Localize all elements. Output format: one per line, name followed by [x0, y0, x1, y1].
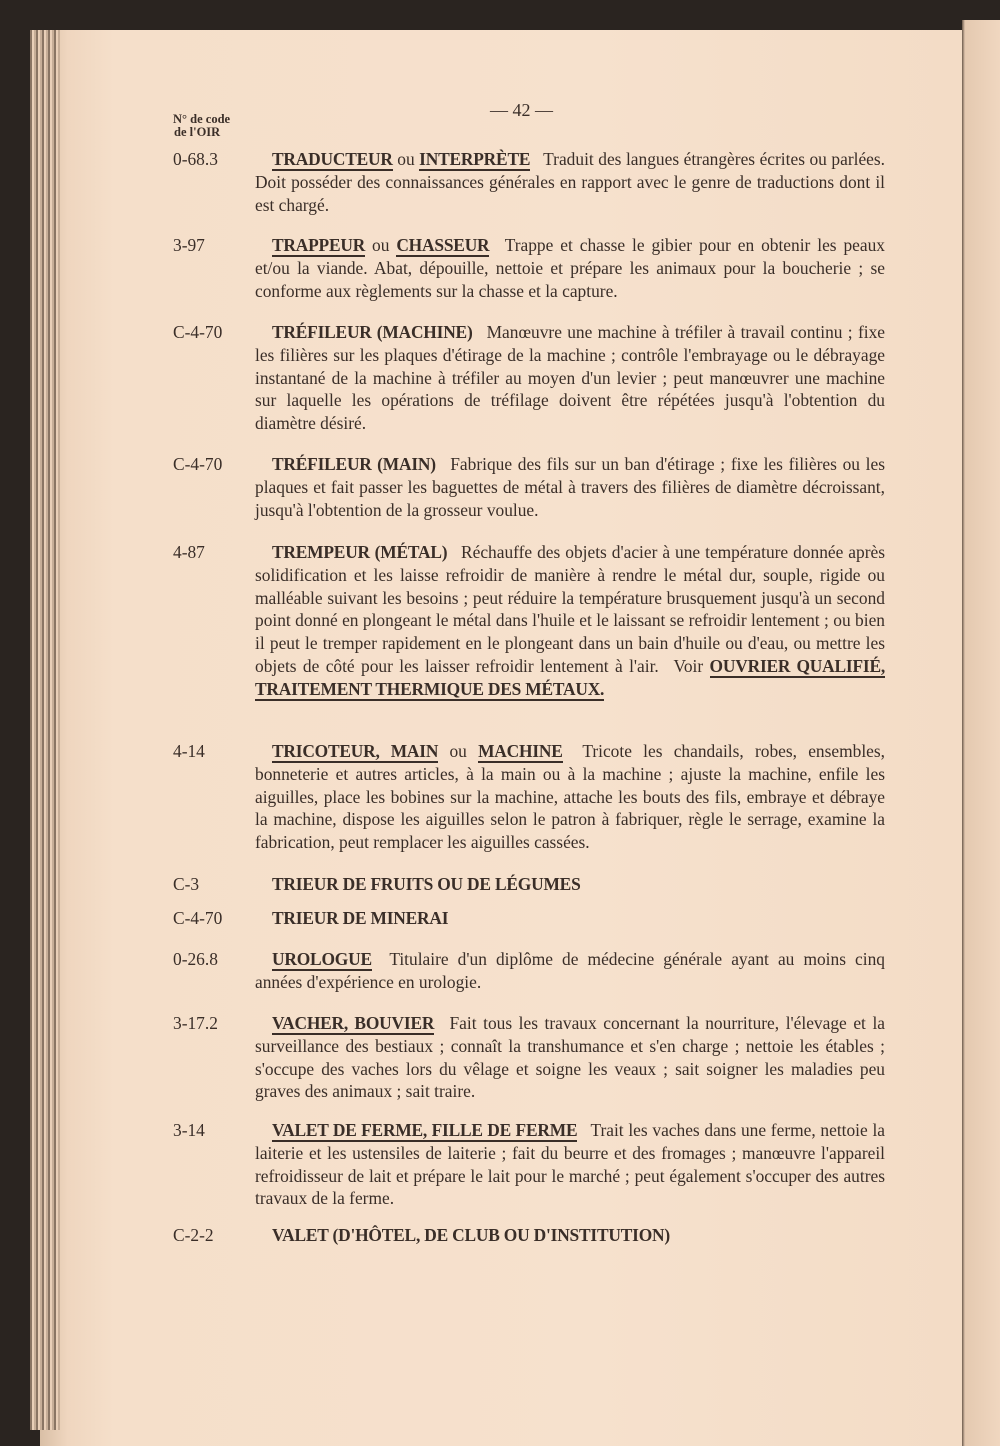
entry-description: Fait tous les travaux concernant la nourriture, l'élevage et la surveillance des bestiaux ; connaît la transhumance et s'en charge ; nettoie les étables ; s'occupe des vaches lors du vêlage et soigne les veaux ; sait soigner les maladies peu graves des animaux ; sait traire. — [255, 1013, 885, 1102]
heading-connector: ou — [365, 235, 397, 255]
entry-code: 4-14 — [173, 741, 205, 761]
entry-body — [255, 1012, 885, 1103]
entry-description: Trait les vaches dans une ferme, nettoie la laiterie et les ustensiles de laiterie ; fait du beurre et des fromages ; manœuvre l'appareil refroidisseur de lait et prépare le lait pour le marché ; peut également s'occuper des autres travaux de la ferme. — [255, 1120, 885, 1209]
entry-body — [255, 453, 885, 521]
entry-body — [255, 1119, 885, 1210]
entry-description: Titulaire d'un diplôme de médecine générale ayant au moins cinq années d'expérience en urologie. — [255, 949, 885, 992]
entry-code: 0-26.8 — [173, 949, 218, 969]
entry-body — [255, 907, 885, 930]
entry-heading: TRIEUR DE FRUITS OU DE LÉGUMES — [272, 874, 581, 894]
entry-heading: CHASSEUR — [396, 235, 490, 255]
entry-heading: MACHINE — [478, 741, 563, 761]
entry-body — [255, 148, 885, 216]
code-header-line-1: N° de code — [173, 112, 231, 126]
entry-heading: TRIEUR DE MINERAI — [272, 908, 449, 928]
entry-code: 3-17.2 — [173, 1013, 218, 1033]
entry-description: Traduit des langues étrangères écrites ou parlées. Doit posséder des connaissances générales en rapport avec le genre de traductions dont il est chargé. — [255, 149, 885, 215]
entry-heading: TRÉFILEUR (MAIN) — [272, 454, 436, 474]
code-header-line-2: de l'OIR — [174, 125, 221, 139]
adjacent-page-edge — [962, 20, 1000, 1446]
entry-description: Réchauffe des objets d'acier à une température donnée après solidification et les laisse refroidir de manière à rendre le métal dur, souple, rigide ou malléable suivant les besoins ; peut réduire la température brusquement jusqu'à un second point donné en plongeant le métal dans l'huile et le laissant se refroidir lentement ; ou bien il peut le tremper rapidement en le plongeant dans un bain d'huile ou d'eau, ou mettre les objets de côté pour les laisser refroidir lentement à l'air. — [255, 542, 885, 676]
entry-heading: VALET DE FERME, FILLE DE FERME — [272, 1120, 578, 1140]
entry-heading: INTERPRÈTE — [419, 149, 531, 169]
entry-heading: VACHER, BOUVIER — [272, 1013, 435, 1033]
entry-description: Fabrique des fils sur un ban d'étirage ; fixe les filières ou les plaques et fait passer les baguettes de métal à travers des filières de diamètre décroissant, jusqu'à l'obtention de la grosseur voulue. — [255, 454, 886, 520]
entry-heading: UROLOGUE — [272, 949, 372, 969]
entry-heading: TREMPEUR (MÉTAL) — [272, 542, 448, 562]
book-binding — [30, 30, 60, 1430]
entry-body — [255, 234, 885, 302]
entry-code: 3-14 — [173, 1120, 205, 1140]
entry-heading: TRICOTEUR, MAIN — [272, 741, 439, 761]
entry-heading: TRADUCTEUR — [272, 149, 393, 169]
entry-description: Tricote les chandails, robes, ensembles, bonneterie et autres articles, à la main ou à la machine ; ajuste la machine, enfile les aiguilles, place les bobines sur la machine, attache les bouts des fils, embraye et débraye la machine, dispose les aiguilles selon le patron à fabriquer, règle le serrage, examine la fabrication, peut remplacer les aiguilles cassées. — [255, 741, 886, 853]
entry-heading: VALET (D'HÔTEL, DE CLUB OU D'INSTITUTION) — [272, 1225, 670, 1245]
entry-heading: TRÉFILEUR (MACHINE) — [272, 322, 473, 342]
entry-code: C-4-70 — [173, 908, 223, 928]
entry-code: C-4-70 — [173, 454, 223, 474]
entry-code: 4-87 — [173, 542, 205, 562]
entry-description: Trappe et chasse le gibier pour en obtenir les peaux et/ou la viande. Abat, dépouille, nettoie et prépare les animaux pour la boucherie ; se conforme aux règlements sur la chasse et la capture. — [255, 235, 885, 301]
heading-connector: ou — [392, 149, 420, 169]
entry-code: 0-68.3 — [173, 149, 218, 169]
see-label: Voir — [673, 655, 704, 676]
page-number: — 42 — — [490, 100, 553, 120]
entry-body — [255, 948, 885, 994]
entry-heading: TRAPPEUR — [272, 235, 366, 255]
entry-code: 3-97 — [173, 235, 205, 255]
entry-code: C-4-70 — [173, 322, 223, 342]
entry-body — [255, 541, 885, 701]
entry-body — [255, 1224, 885, 1247]
entry-body — [255, 321, 885, 435]
entry-code: C-3 — [173, 874, 200, 894]
entry-body — [255, 740, 885, 854]
entry-code: C-2-2 — [173, 1225, 214, 1245]
entry-description: Manœuvre une machine à tréfiler à travail continu ; fixe les filières sur les plaques d'étirage de la machine ; contrôle l'embrayage ou le débrayage instantané de la machine à tréfiler au moyen d'un levier ; peut manœuvrer une machine sur laquelle les opérations de tréfilage doivent être répétées jusqu'à l'obtention du diamètre désiré. — [255, 322, 885, 434]
code-column-header — [173, 113, 230, 139]
heading-connector: ou — [438, 741, 479, 761]
entry-body — [255, 873, 885, 896]
cross-reference: OUVRIER QUALIFIÉ, TRAITEMENT THERMIQUE DES MÉTAUX. — [255, 655, 885, 699]
